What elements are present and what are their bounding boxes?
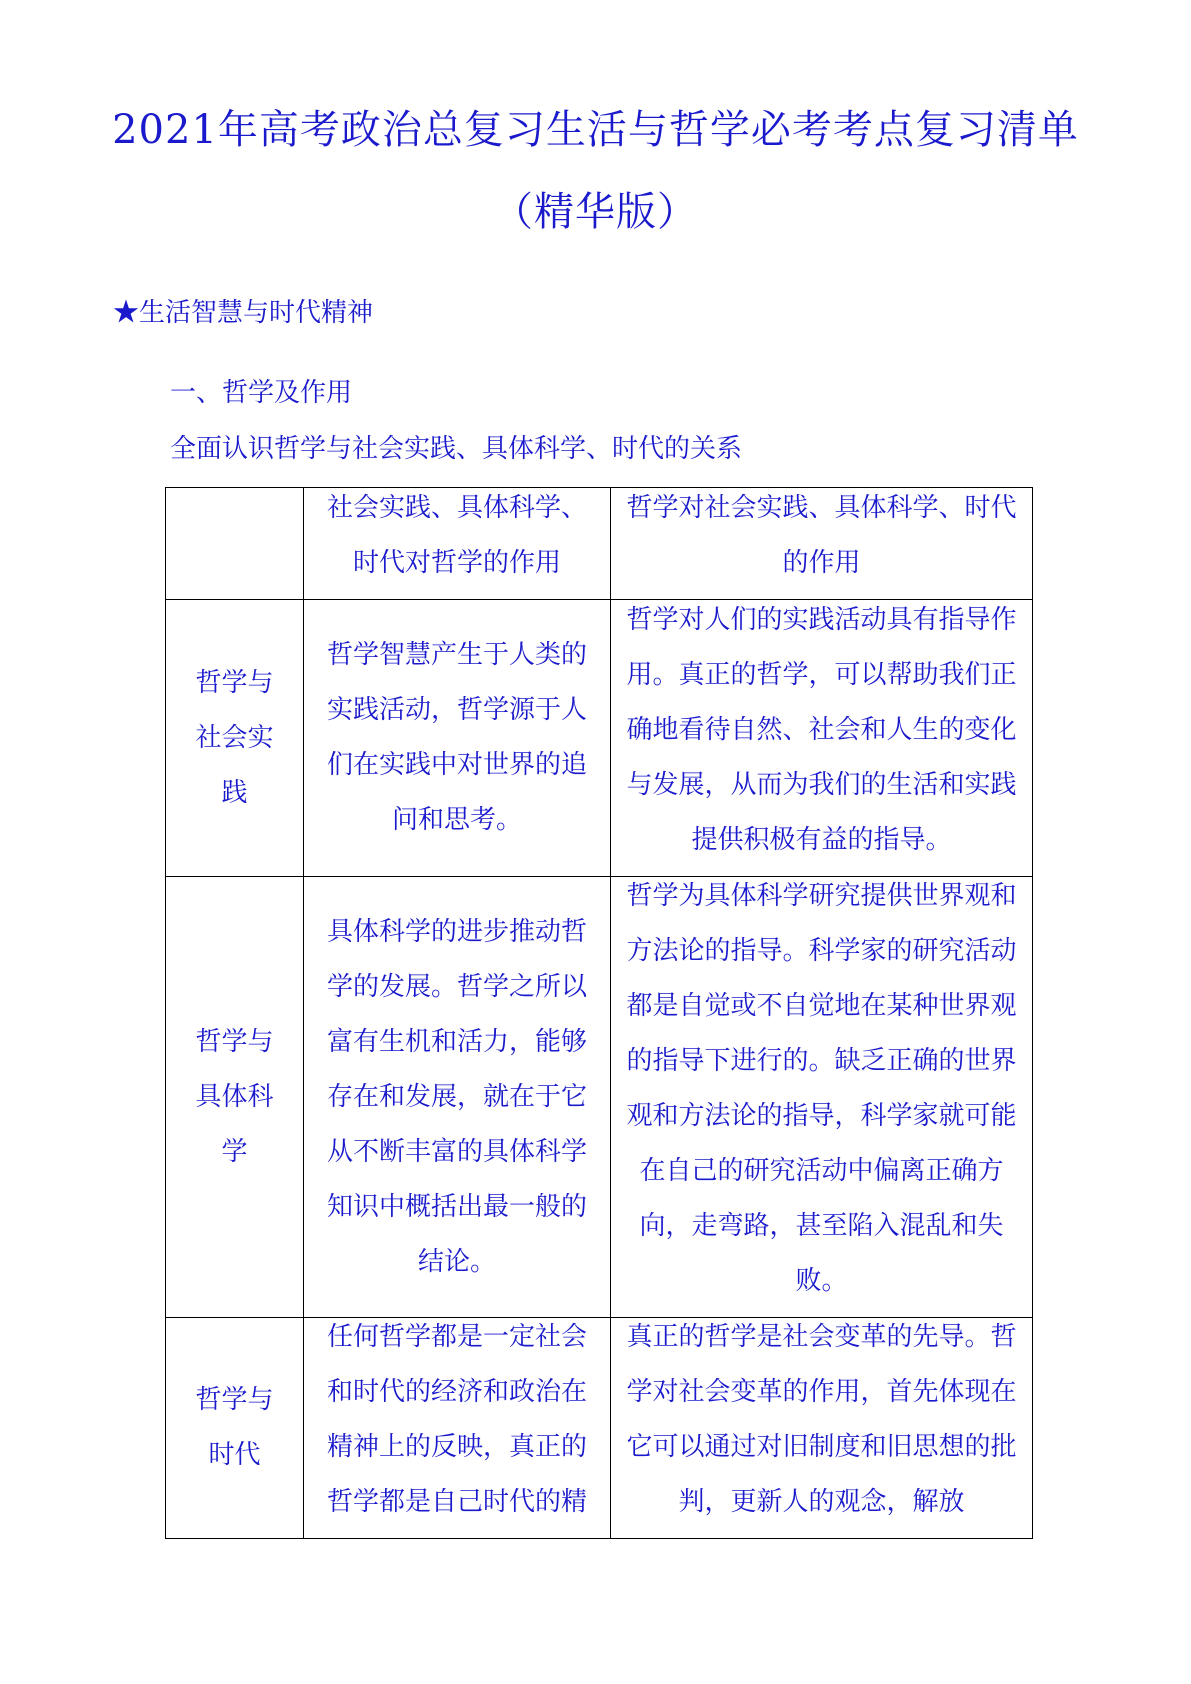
section-heading: ★生活智慧与时代精神 (113, 298, 374, 328)
table-cell: 哲学智慧产生于人类的实践活动，哲学源于人们在实践中对世界的追问和思考。 (304, 600, 611, 877)
philosophy-relation-table (165, 487, 1033, 1539)
cell-text: 真正的哲学是社会变革的先导。哲学对社会变革的作用，首先体现在它可以通过对旧制度和旧思想的批判，更新人的观念，解放 (626, 1322, 1017, 1517)
cell-text: 哲学对人们的实践活动具有指导作用。真正的哲学，可以帮助我们正确地看待自然、社会和人生的变化与发展，从而为我们的生活和实践提供积极有益的指导。 (626, 604, 1017, 855)
document-subtitle: （精华版） (493, 189, 698, 235)
table-header-row (166, 488, 1033, 600)
header-cell (304, 488, 611, 600)
intro-text: 全面认识哲学与社会实践、具体科学、时代的关系 (170, 434, 743, 464)
header-cell (611, 488, 1033, 600)
document-title: 2021年高考政治总复习生活与哲学必考考点复习清单 (112, 107, 1079, 153)
table-cell (611, 1318, 1033, 1539)
header-cell-empty (166, 488, 304, 600)
subsection-heading: 一、哲学及作用 (170, 378, 353, 408)
row-label: 哲学与社会实践 (166, 600, 304, 877)
cell-text: 任何哲学都是一定社会和时代的经济和政治在精神上的反映，真正的哲学都是自己时代的精 (326, 1322, 587, 1517)
table-cell (304, 1318, 611, 1539)
table-cell: 具体科学的进步推动哲学的发展。哲学之所以富有生机和活力，能够存在和发展，就在于它从不断丰富的具体科学知识中概括出最一般的结论。 (304, 877, 611, 1318)
table-row (166, 1318, 1033, 1539)
header-text: 社会实践、具体科学、时代对哲学的作用 (326, 492, 587, 578)
table-cell (611, 600, 1033, 877)
table-row (166, 877, 1033, 1318)
cell-text: 哲学为具体科学研究提供世界观和方法论的指导。科学家的研究活动都是自觉或不自觉地在某种世界观的指导下进行的。缺乏正确的世界观和方法论的指导，科学家就可能在自己的研究活动中偏离正确方向，走弯路，甚至陷入混乱和失败。 (626, 881, 1017, 1296)
row-label: 哲学与具体科学 (166, 877, 304, 1318)
table-cell (611, 877, 1033, 1318)
row-label: 哲学与时代 (166, 1318, 304, 1539)
header-text: 哲学对社会实践、具体科学、时代的作用 (626, 492, 1017, 578)
table-row (166, 600, 1033, 877)
